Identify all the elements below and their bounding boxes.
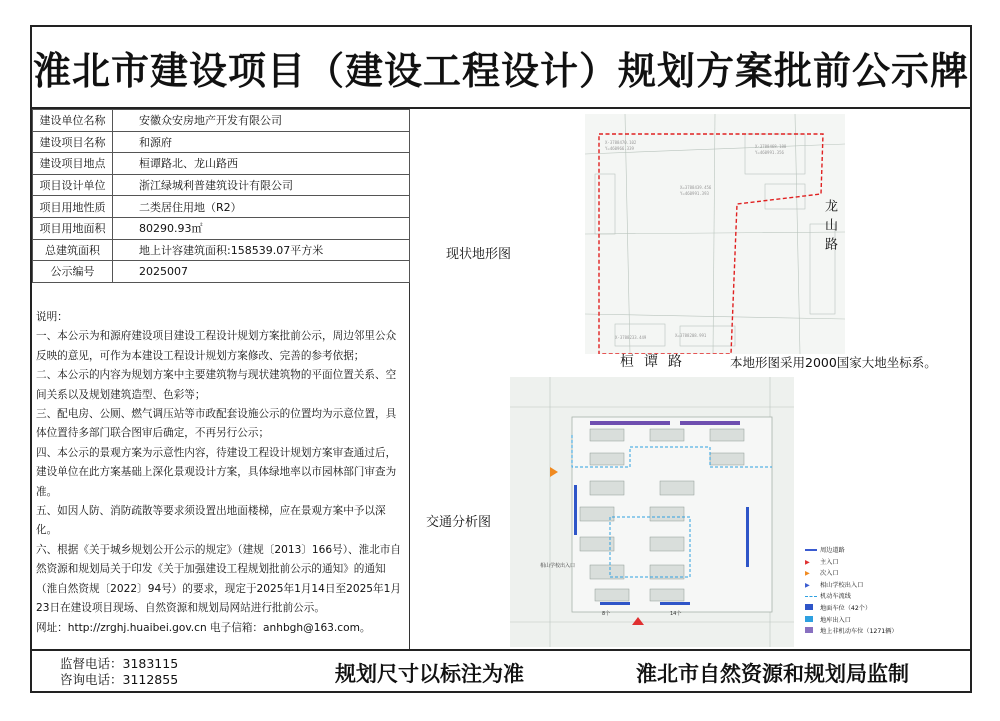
info-value: 浙江绿城利普建筑设计有限公司 [113, 174, 410, 196]
legend-panel [805, 545, 935, 638]
info-key: 总建筑面积 [33, 239, 113, 261]
maps-area [410, 109, 970, 649]
school-entrance-label: 相山学校出入口 [540, 563, 576, 569]
svg-text:Y=460991.393: Y=460991.393 [680, 191, 709, 196]
footer [32, 649, 970, 691]
svg-text:X-3788233.449: X-3788233.449 [615, 335, 647, 340]
info-row [33, 217, 410, 239]
legend-item: 地库出入口 [805, 615, 935, 627]
info-value: 桓谭路北、龙山路西 [113, 153, 410, 175]
supervisor-label: 淮北市自然资源和规划局监制 [636, 662, 909, 686]
svg-text:X-3788470.102: X-3788470.102 [605, 140, 637, 145]
legend-item: ▶ 相山学校出入口 [805, 581, 864, 589]
svg-text:X=3788439.456: X=3788439.456 [680, 185, 712, 190]
info-value: 和源府 [113, 131, 410, 153]
info-key: 建设项目名称 [33, 131, 113, 153]
topo-road-east-label: 龙山路 [822, 199, 837, 256]
consult-phone: 咨询电话：3112855 [60, 672, 179, 687]
info-column [32, 109, 410, 649]
legend-item: 机动车流线 [805, 591, 935, 603]
traffic-map [510, 377, 794, 647]
note-item: 二、本公示的内容为规划方案中主要建筑物与现状建筑物的平面位置关系、空间关系以及规划建筑造型、色彩等； [36, 369, 397, 401]
topo-map-label: 现状地形图 [446, 247, 512, 262]
note-item: 四、本公示的景观方案为示意性内容，待建设工程设计规划方案审查通过后，建设单位在此方案基础上深化景观设计方案，具体绿地率以市园林部门审查为准。 [36, 446, 397, 498]
svg-text:Y=460991.356: Y=460991.356 [755, 150, 784, 155]
parking-count-left: 8个 [602, 611, 611, 617]
info-row [33, 261, 410, 283]
note-item: 一、本公示为和源府建设项目建设工程设计规划方案批前公示，周边邻里公众反映的意见，可作为本建设工程设计规划方案修改、完善的参考依据； [36, 330, 397, 362]
page-title: 淮北市建设项目（建设工程设计）规划方案批前公示牌 [32, 27, 970, 109]
info-row [33, 153, 410, 175]
info-key: 项目用地面积 [33, 217, 113, 239]
parking-count-right: 14个 [670, 611, 682, 617]
svg-text:X=3788208.991: X=3788208.991 [675, 333, 707, 338]
info-value: 80290.93㎡ [113, 217, 410, 239]
info-row [33, 131, 410, 153]
legend-item: ▶ 主入口 [805, 558, 839, 566]
info-row [33, 174, 410, 196]
legend-item: ▶ 次入口 [805, 570, 839, 578]
info-key: 项目用地性质 [33, 196, 113, 218]
topo-road-south-label: 桓谭路 [620, 354, 692, 370]
svg-text:Y=460966.339: Y=460966.339 [605, 146, 634, 151]
supervise-phone: 监督电话：3183115 [60, 656, 179, 671]
info-key: 建设项目地点 [33, 153, 113, 175]
info-key: 建设单位名称 [33, 110, 113, 132]
info-key: 项目设计单位 [33, 174, 113, 196]
info-row [33, 239, 410, 261]
note-item: 三、配电房、公厕、燃气调压站等市政配套设施公示的位置均为示意位置，具体位置待多部门联合图审后确定，不再另行公示； [36, 408, 397, 440]
note-item: 五、如因人防、消防疏散等要求须设置出地面楼梯，应在景观方案中予以深化。 [36, 505, 386, 537]
info-row [33, 110, 410, 132]
info-value: 安徽众安房地产开发有限公司 [113, 110, 410, 132]
info-row [33, 196, 410, 218]
note-contact: 网址：http://zrghj.huaibei.gov.cn 电子信箱：anhbgh@163.com。 [36, 621, 371, 634]
notes-heading: 说明： [36, 311, 68, 323]
info-table [32, 109, 410, 283]
notes-section [32, 308, 410, 638]
topo-map-note: 本地形图采用2000国家大地坐标系。 [730, 355, 937, 370]
topo-map [585, 114, 845, 354]
legend-item: 周边道路 [805, 545, 935, 557]
info-key: 公示编号 [33, 261, 113, 283]
info-value: 2025007 [113, 261, 410, 283]
svg-text:X-3788468.188: X-3788468.188 [755, 144, 787, 149]
legend-item: 地面车位（42个） [805, 603, 935, 615]
traffic-map-label: 交通分析图 [426, 515, 492, 530]
legend-item: 地上非机动车位（1271辆） [805, 626, 935, 638]
scale-note: 规划尺寸以标注为准 [335, 662, 524, 686]
info-value: 二类居住用地（R2） [113, 196, 410, 218]
info-value: 地上计容建筑面积:158539.07平方米 [113, 239, 410, 261]
phone-block [60, 656, 178, 688]
note-item: 六、根据《关于城乡规划公开公示的规定》（建规〔2013〕166号）、淮北市自然资源和规划局关于印发《关于加强建设工程规划批前公示的通知》的通知（淮自然资规〔2022〕94号）的要求，现定于2025年1月14日至2025年1月23日在建设项目现场、自然资源和规划局网站进行批前公示。 [36, 543, 401, 615]
